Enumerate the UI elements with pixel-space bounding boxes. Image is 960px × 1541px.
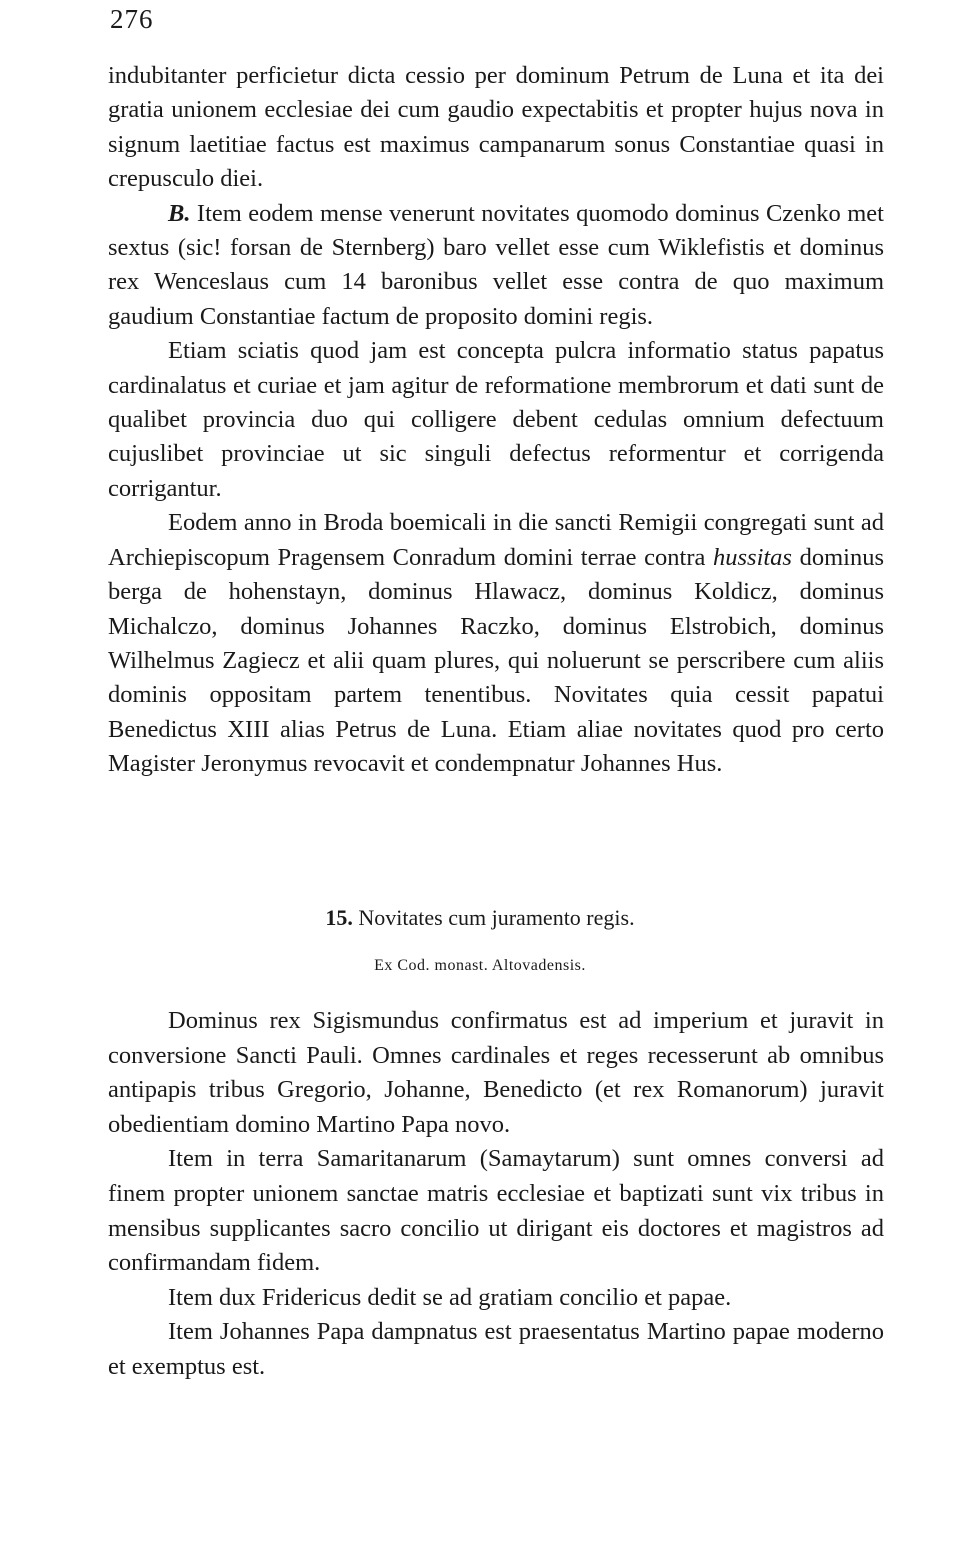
source-note: Ex Cod. monast. Altovadensis. [374, 957, 586, 974]
paragraph-4-italic-term: hussitas [713, 543, 792, 571]
section-title: Novitates cum juramento regis. [352, 905, 635, 930]
paragraph-2 [108, 197, 884, 335]
paragraph-4-text-start: Eodem anno in Broda boemicali in die sancti Remigii congregati sunt ad Archiepiscopum Pragensem Conradum domini terrae contra [108, 509, 884, 571]
section-number: 15. [325, 905, 353, 930]
page-number: 276 [110, 4, 154, 34]
paragraph-1: indubitanter perficietur dicta cessio per dominum Petrum de Luna et ita dei gratia unionem ecclesiae dei cum gaudio expectabitis et propter hujus nova in signum laetitiae factus est maximus campanarum sonus Constantiae quasi in crepusculo diei. [108, 62, 884, 193]
paragraph-2-label: B. [168, 199, 191, 227]
text-block-section-15 [108, 1004, 884, 1385]
section-15-paragraph-1: Dominus rex Sigismundus confirmatus est ad imperium et juravit in conversione Sancti Pauli. Omnes cardinales et reges recesserunt ab omnibus antipapis tribus Gregorio, Johanne, Benedicto (et rex Romanorum) juravit obedientiam domino Martino Papa novo. [108, 1007, 884, 1138]
section-15-paragraph-2: Item in terra Samaritanarum (Samaytarum) sunt omnes conversi ad finem propter unionem sanctae matris ecclesiae et baptizati sunt vix tribus in mensibus supplicantes sacro concilio ut dirigant eis doctores et magistros ad confirmandam fidem. [108, 1145, 884, 1277]
section-15-paragraph-3: Item dux Fridericus dedit se ad gratiam concilio et papae. [168, 1283, 732, 1311]
paragraph-4 [108, 506, 884, 781]
paragraph-2-text: Item eodem mense venerunt novitates quomodo dominus Czenko met sextus (sic! forsan de Sternberg) baro vellet esse cum Wiklefistis et dominus rex Wenceslaus cum 14 baronibus vellet esse contra de quo maximum gaudium Constantiae factum de proposito domini regis. [108, 199, 884, 330]
section-15-paragraph-4: Item Johannes Papa dampnatus est praesentatus Martino papae moderno et exemptus est. [108, 1318, 884, 1380]
text-block-top [108, 59, 884, 782]
paragraph-4-text-end: dominus berga de hohenstayn, dominus Hlawacz, dominus Koldicz, dominus Michalczo, dominus Johannes Raczko, dominus Elstrobich, dominus Wilhelmus Zagiecz et alii quam plures, qui noluerunt se perscribere cum aliis dominis oppositam partem tenentibus. Novitates quia cessit papatui Benedictus XIII alias Petrus de Luna. Etiam aliae novitates quod pro certo Magister Jeronymus revocavit et condempnatur Johannes Hus. [108, 543, 884, 778]
section-heading [0, 905, 960, 931]
paragraph-3: Etiam sciatis quod jam est concepta pulcra informatio status papatus cardinalatus et curiae et jam agitur de reformatione membrorum et dati sunt de qualibet provincia duo qui colligere debent cedulas omnium defectuum cujuslibet provinciae ut sic singuli defectus reformentur et corrigenda corrigantur. [108, 337, 884, 502]
